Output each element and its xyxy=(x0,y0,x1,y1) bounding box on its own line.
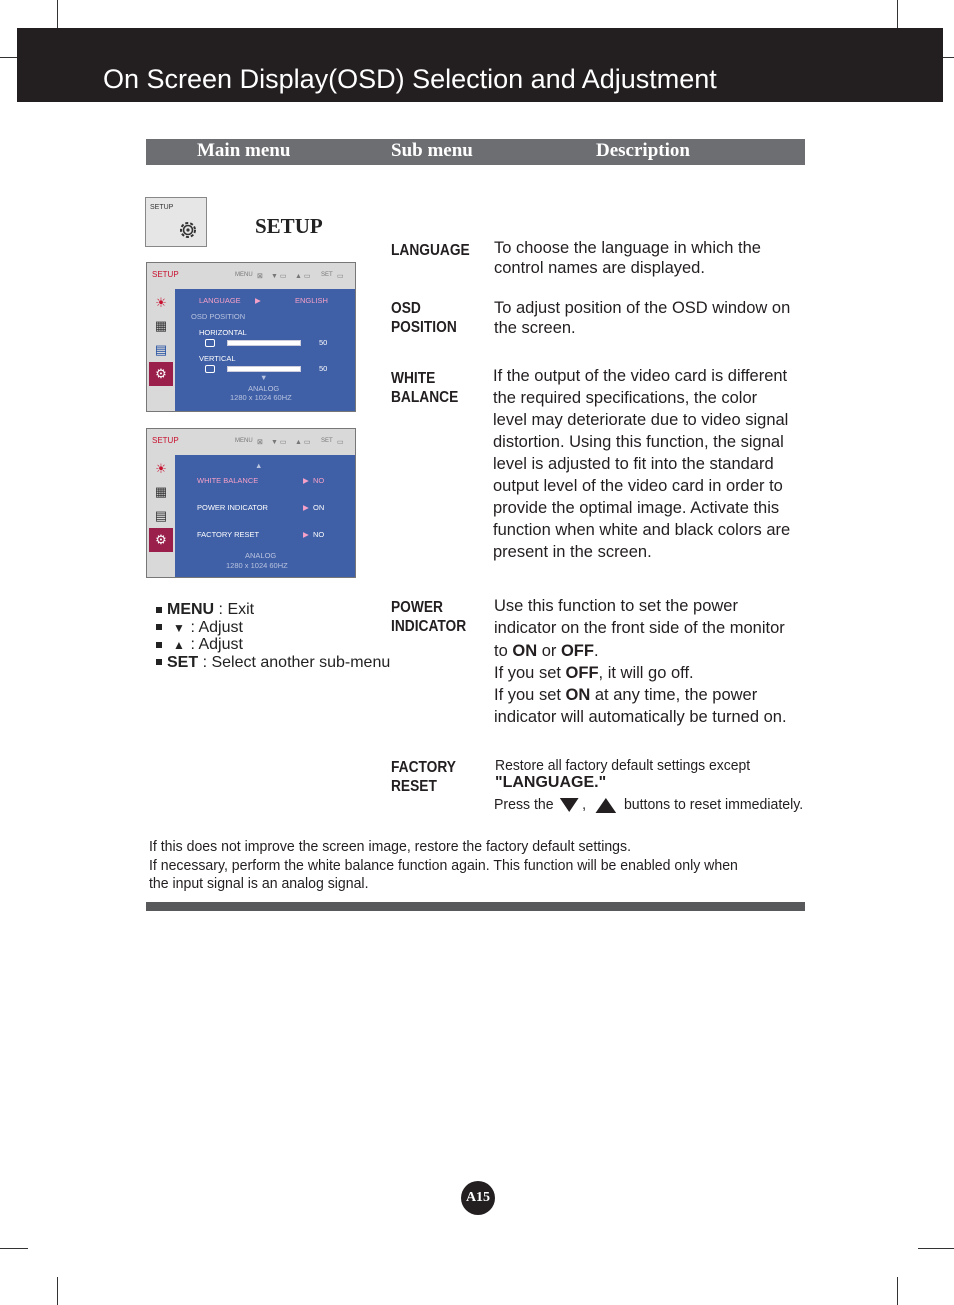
page-title: On Screen Display(OSD) Selection and Adjustment xyxy=(103,64,717,94)
osd-white-balance-value: NO xyxy=(313,476,325,485)
main-menu-title: SETUP xyxy=(255,214,323,238)
slider-minus-box xyxy=(205,365,215,373)
submenu-white-balance: WHITE BALANCE xyxy=(391,370,459,406)
down-arrow-icon: ▼ xyxy=(260,373,268,382)
submenu-language: LANGUAGE xyxy=(391,242,470,259)
crop-mark xyxy=(0,1248,28,1249)
down-arrow-icon: ▼ xyxy=(173,620,185,635)
bottom-rule xyxy=(146,902,805,911)
osd-language-value: ENGLISH xyxy=(295,296,328,305)
right-arrow-icon: ▶ xyxy=(303,530,309,539)
submenu-power-indicator: POWER INDICATOR xyxy=(391,599,467,635)
osd-factory-reset-label: FACTORY RESET xyxy=(197,530,260,539)
osd-power-indicator-value: ON xyxy=(313,503,325,512)
legend-menu-key: MENU xyxy=(167,601,215,618)
color-icon: ▦ xyxy=(154,318,168,333)
power-period: . xyxy=(593,641,599,660)
note-line2: If necessary, perform the white balance function again. This function will be enabled only when xyxy=(149,856,738,874)
osd-set-control: SET xyxy=(321,272,333,278)
set-icon: ▭ xyxy=(337,273,344,280)
crop-mark xyxy=(0,57,17,58)
power-desc-text: Use this function to set the power indicator on the front side of the monitor to xyxy=(494,597,785,660)
legend-up-text: : Adjust xyxy=(190,636,243,653)
legend-set-text: : Select another sub-menu xyxy=(198,653,391,671)
control-legend xyxy=(156,601,390,671)
exit-icon: ⊠ xyxy=(257,273,263,280)
osd-set-control: SET xyxy=(321,438,333,444)
legend-set-key: SET xyxy=(167,653,199,671)
crop-mark xyxy=(57,0,58,28)
column-header-bar xyxy=(146,139,805,165)
tracking-icon: ▤ xyxy=(154,508,168,523)
color-icon: ▦ xyxy=(154,484,168,499)
down-triangle-icon xyxy=(559,798,578,812)
power-off-keyword: OFF xyxy=(560,641,594,660)
factory-reset-line2: "LANGUAGE." xyxy=(495,774,607,791)
slider-minus-box xyxy=(205,339,215,347)
osd-resolution: 1280 x 1024 60HZ xyxy=(230,393,292,402)
press-the-text: Press the xyxy=(494,796,554,813)
crop-mark xyxy=(897,0,898,28)
setup-gear-icon: ⚙ xyxy=(149,528,173,552)
factory-reset-line1: Restore all factory default settings except xyxy=(495,757,751,774)
power-on-keyword: ON xyxy=(512,641,538,660)
osd-vertical-value: 50 xyxy=(319,364,328,373)
exit-icon: ⊠ xyxy=(257,439,263,446)
setup-gear-icon: ⚙ xyxy=(149,362,173,386)
osd-menu-control: MENU xyxy=(235,438,253,444)
legend-menu-text: : Exit xyxy=(214,601,255,618)
right-arrow-icon: ▶ xyxy=(303,503,309,512)
crop-mark xyxy=(897,1277,898,1305)
osd-power-indicator-label: POWER INDICATOR xyxy=(197,503,268,512)
crop-mark xyxy=(918,1248,954,1249)
setup-icon-label: SETUP xyxy=(150,204,174,211)
power-line3-c: at any time, the power indicator will automatically be turned on. xyxy=(494,686,787,727)
down-arrow-icon: ▼ ▭ xyxy=(271,273,287,280)
column-main-menu: Main menu xyxy=(197,140,291,161)
note-line3: the input signal is an analog signal. xyxy=(149,875,369,892)
bullet xyxy=(156,659,162,665)
power-line2-off: OFF xyxy=(565,663,599,682)
description-osd-position: To adjust position of the OSD window on the screen. xyxy=(494,299,791,337)
right-arrow-icon: ▶ xyxy=(255,296,261,305)
footnote xyxy=(149,838,738,894)
osd-mode: ANALOG xyxy=(248,384,280,393)
column-sub-menu: Sub menu xyxy=(391,140,473,161)
brightness-icon: ☀ xyxy=(155,461,167,476)
osd-resolution: 1280 x 1024 60HZ xyxy=(226,561,288,570)
osd-factory-reset-value: NO xyxy=(313,530,325,539)
power-line3-a: If you set xyxy=(494,686,566,705)
column-description: Description xyxy=(596,140,690,161)
description-language: To choose the language in which the control names are displayed. xyxy=(494,239,761,277)
osd-mode: ANALOG xyxy=(245,551,277,560)
set-icon: ▭ xyxy=(337,439,344,446)
power-line2-a: If you set xyxy=(494,663,566,682)
power-line3-on: ON xyxy=(565,686,591,705)
bullet xyxy=(156,624,162,630)
tracking-icon: ▤ xyxy=(154,342,168,357)
vertical-slider xyxy=(227,366,301,372)
right-arrow-icon: ▶ xyxy=(303,476,309,485)
submenu-factory-reset: FACTORY RESET xyxy=(391,759,456,795)
buttons-reset-text: buttons to reset immediately. xyxy=(623,796,804,813)
power-line2-c: , it will go off. xyxy=(598,663,694,682)
osd-horizontal-value: 50 xyxy=(319,338,328,347)
gear-icon xyxy=(176,218,200,242)
osd-title: SETUP xyxy=(152,270,179,279)
osd-menu-control: MENU xyxy=(235,272,253,278)
up-triangle-icon xyxy=(596,798,617,813)
osd-screen-setup-1 xyxy=(146,262,356,412)
comma-text: , xyxy=(578,796,587,813)
up-arrow-icon: ▲ ▭ xyxy=(295,273,311,280)
osd-vertical-label: VERTICAL xyxy=(199,354,236,363)
note-line1: If this does not improve the screen image, restore the factory default settings. xyxy=(149,838,631,855)
setup-menu-icon-box xyxy=(145,197,207,247)
osd-white-balance-label: WHITE BALANCE xyxy=(197,476,259,485)
power-or-text: or xyxy=(537,641,561,660)
up-arrow-icon: ▲ xyxy=(255,461,263,470)
submenu-osd-position: OSD POSITION xyxy=(391,300,457,336)
up-arrow-icon: ▲ xyxy=(173,638,185,652)
osd-screen-setup-2 xyxy=(146,428,356,578)
osd-position-label: OSD POSITION xyxy=(191,312,246,321)
bullet xyxy=(156,607,162,613)
osd-title: SETUP xyxy=(152,436,179,445)
horizontal-slider xyxy=(227,340,301,346)
legend-down-text: : Adjust xyxy=(190,618,243,636)
up-arrow-icon: ▲ ▭ xyxy=(295,439,311,446)
crop-mark xyxy=(943,57,954,58)
page-number: A15 xyxy=(461,1181,495,1215)
description-white-balance: If the output of the video card is different the required specifications, the color level may deteriorate due to video signal distortion. Using this function, the signal level is adjusted to fit into the standard output level of the video card in order to provide the optimal image. Activate this function when white and black colors are present in the screen. xyxy=(493,367,791,561)
factory-reset-line3 xyxy=(494,796,803,813)
brightness-icon: ☀ xyxy=(155,295,167,310)
down-arrow-icon: ▼ ▭ xyxy=(271,439,287,446)
osd-horizontal-label: HORIZONTAL xyxy=(199,328,247,337)
osd-language-label: LANGUAGE xyxy=(199,296,241,305)
description-power-indicator xyxy=(494,595,796,729)
bullet xyxy=(156,642,162,648)
crop-mark xyxy=(57,1277,58,1305)
